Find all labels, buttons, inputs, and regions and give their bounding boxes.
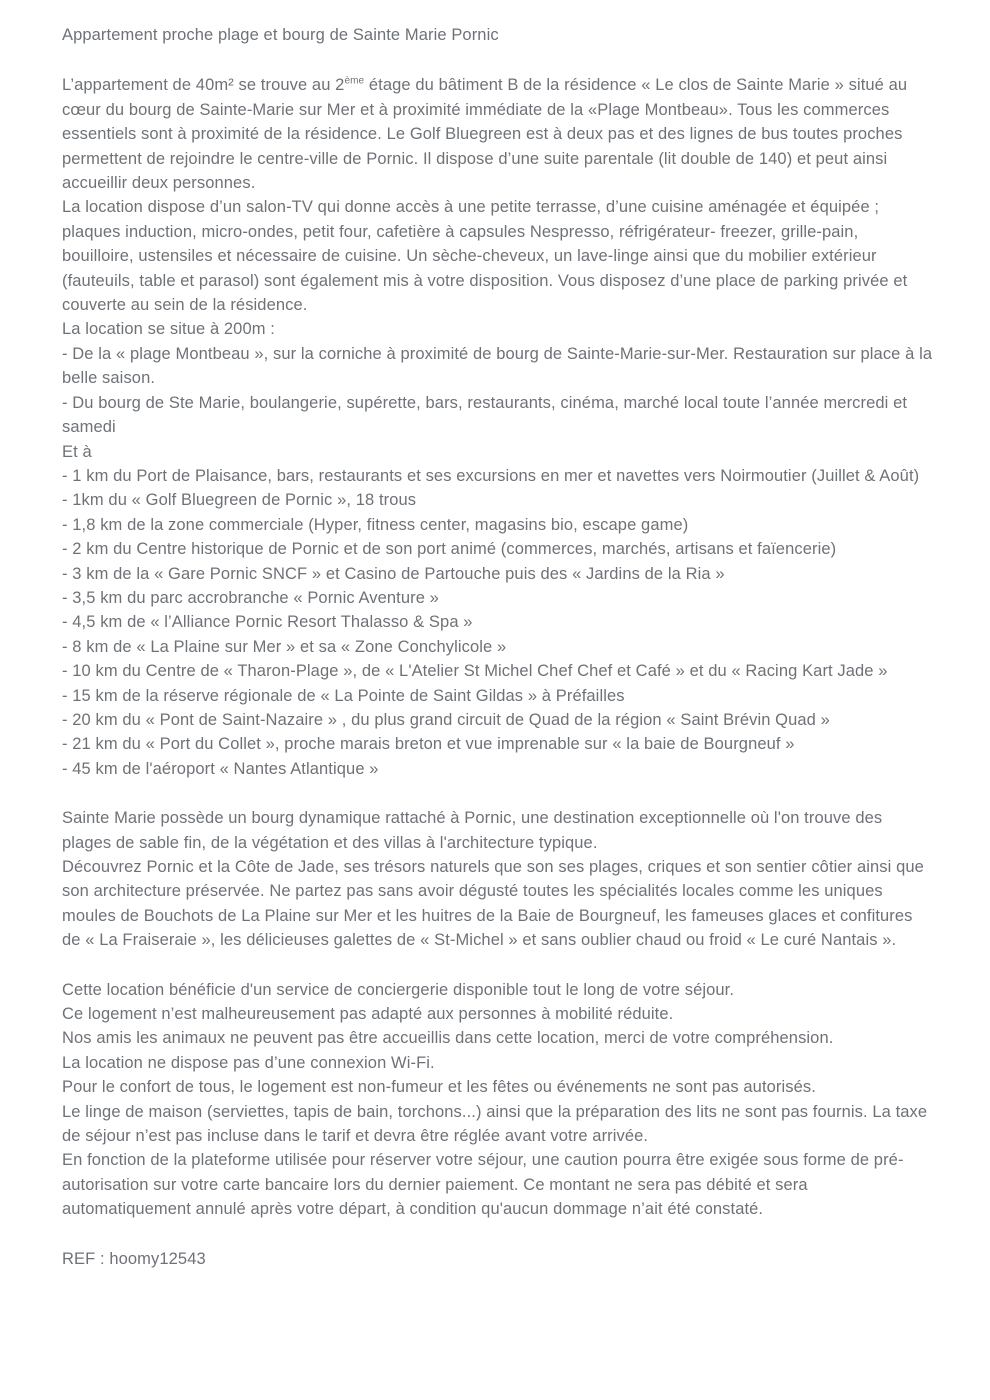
list-item: - 1km du « Golf Bluegreen de Pornic », 18 trous: [62, 491, 417, 510]
paragraph: La location dispose d’un salon-TV qui donne accès à une petite terrasse, d’une cuisine aménagée et équipée ; plaques induction, micro-ondes, petit four, cafetière à capsules Nespresso, réfrigérateur- freezer, grille-pain, bouilloire, ustensiles et nécessaire de cuisine. Un sèche-cheveux, un lave-linge ainsi que du mobilier extérieur (fauteuils, table et parasol) sont également mis à votre disposition. Vous disposez d’une place de parking privée et couverte au sein de la résidence.: [62, 198, 908, 315]
text-line: Et à: [62, 442, 92, 461]
paragraph: En fonction de la plateforme utilisée pour réserver votre séjour, une caution pourra être exigée sous forme de pré-autorisation sur votre carte bancaire lors du dernier paiement. Ce montant ne sera pas débité et sera automatiquement annulé après votre départ, à condition qu'aucun dommage n’ait été constaté.: [62, 1151, 904, 1219]
text-line: La location ne dispose pas d’une connexion Wi-Fi.: [62, 1053, 435, 1072]
text-line: La location se situe à 200m :: [62, 320, 275, 339]
text-line: Cette location bénéficie d'un service de conciergerie disponible tout le long de votre séjour.: [62, 980, 735, 999]
list-item: - 15 km de la réserve régionale de « La Pointe de Saint Gildas » à Préfailles: [62, 686, 625, 705]
paragraph: Découvrez Pornic et la Côte de Jade, ses trésors naturels que son ses plages, criques et son sentier côtier ainsi que son architecture préservée. Ne partez pas sans avoir dégusté toutes les spécialités locales comme les uniques moules de Bouchots de La Plaine sur Mer et les huitres de la Baie de Bourgneuf, les fameuses glaces et confitures de « La Fraiseraie », les délicieuses galettes de « St-Michel » et sans oublier chaud ou froid « Le curé Nantais ».: [62, 858, 924, 950]
list-item: - 3 km de la « Gare Pornic SNCF » et Casino de Partouche puis des « Jardins de la Ria »: [62, 564, 725, 583]
document-body: [62, 23, 934, 1271]
list-item: - 45 km de l'aéroport « Nantes Atlantique »: [62, 759, 379, 778]
list-item: - 4,5 km de « l’Alliance Pornic Resort Thalasso & Spa »: [62, 613, 473, 632]
list-item: - De la « plage Montbeau », sur la corniche à proximité de bourg de Sainte-Marie-sur-Mer. Restauration sur place à la belle saison.: [62, 344, 933, 388]
list-item: - 1,8 km de la zone commerciale (Hyper, fitness center, magasins bio, escape game): [62, 515, 689, 534]
text-line: Ce logement n’est malheureusement pas adapté aux personnes à mobilité réduite.: [62, 1005, 674, 1024]
reference-line: REF : hoomy12543: [62, 1249, 206, 1268]
list-item: - 8 km de « La Plaine sur Mer » et sa « Zone Conchylicole »: [62, 637, 507, 656]
paragraph: L’appartement de 40m² se trouve au 2ème étage du bâtiment B de la résidence « Le clos de Sainte Marie » situé au cœur du bourg de Sainte-Marie sur Mer et à proximité immédiate de la «Plage Montbeau». Tous les commerces essentiels sont à proximité de la résidence. Le Golf Bluegreen est à deux pas et des lignes de bus toutes proches permettent de rejoindre le centre-ville de Pornic. Il dispose d’une suite parentale (lit double de 140) et peut ainsi accueillir deux personnes.: [62, 75, 908, 193]
text-line: Pour le confort de tous, le logement est non-fumeur et les fêtes ou événements ne sont pas autorisés.: [62, 1078, 816, 1097]
list-item: - 20 km du « Pont de Saint-Nazaire » , du plus grand circuit de Quad de la région « Saint Brévin Quad »: [62, 710, 830, 729]
list-item: - 3,5 km du parc accrobranche « Pornic Aventure »: [62, 588, 439, 607]
list-item: - 1 km du Port de Plaisance, bars, restaurants et ses excursions en mer et navettes vers Noirmoutier (Juillet & Août): [62, 466, 920, 485]
list-item: - 21 km du « Port du Collet », proche marais breton et vue imprenable sur « la baie de Bourgneuf »: [62, 735, 795, 754]
paragraph: Le linge de maison (serviettes, tapis de bain, torchons...) ainsi que la préparation des lits ne sont pas fournis. La taxe de séjour n’est pas incluse dans le tarif et devra être réglée avant votre arrivée.: [62, 1102, 928, 1146]
paragraph: Sainte Marie possède un bourg dynamique rattaché à Pornic, une destination exceptionnelle où l'on trouve des plages de sable fin, de la végétation et des villas à l'architecture typique.: [62, 809, 883, 852]
list-item: - 10 km du Centre de « Tharon-Plage », de « L'Atelier St Michel Chef Chef et Café » et du « Racing Kart Jade »: [62, 662, 888, 681]
list-item: - 2 km du Centre historique de Pornic et de son port animé (commerces, marchés, artisans et faïencerie): [62, 540, 837, 559]
page-title: Appartement proche plage et bourg de Sainte Marie Pornic: [62, 26, 499, 44]
list-item: - Du bourg de Ste Marie, boulangerie, supérette, bars, restaurants, cinéma, marché local toute l’année mercredi et samedi: [62, 393, 908, 437]
text-line: Nos amis les animaux ne peuvent pas être accueillis dans cette location, merci de votre compréhension.: [62, 1029, 834, 1048]
